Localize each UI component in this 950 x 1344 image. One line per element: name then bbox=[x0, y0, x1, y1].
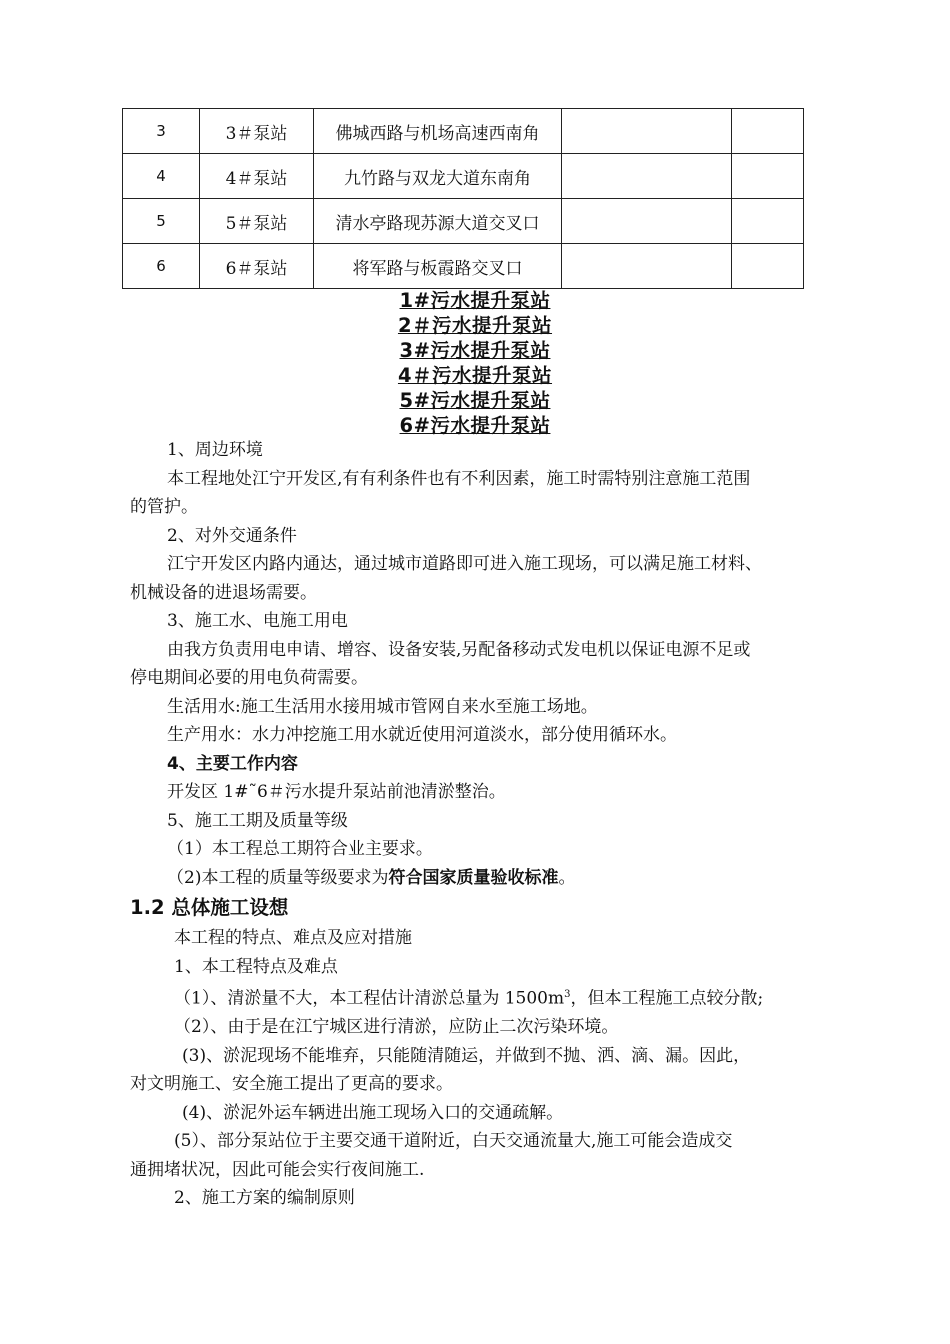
subheading: 2、施工方案的编制原则 bbox=[174, 1188, 355, 1209]
paragraph: 生产用水：水力冲挖施工用水就近使用河道淡水，部分使用循环水。 bbox=[167, 725, 677, 745]
station-location: 将军路与板霞路交叉口 bbox=[314, 244, 562, 289]
paragraph: 江宁开发区内路内通达，通过城市道路即可进入施工现场，可以满足施工材料、 bbox=[167, 554, 762, 574]
row-number: 3 bbox=[123, 109, 200, 154]
empty-cell bbox=[732, 244, 804, 289]
station-name: 4＃泵站 bbox=[200, 154, 314, 199]
heading-surroundings: 1、周边环境 bbox=[167, 440, 263, 460]
heading-utilities: 3、施工水、电施工用电 bbox=[167, 611, 348, 631]
station-title: 4＃污水提升泵站 bbox=[397, 364, 553, 387]
row-number: 6 bbox=[123, 244, 200, 289]
paragraph: 开发区 1#˜6＃污水提升泵站前池清淤整治。 bbox=[167, 782, 506, 802]
text-run: （2)本工程的质量等级要求为 bbox=[167, 867, 389, 888]
text-run: 。 bbox=[558, 867, 576, 888]
station-location: 佛城西路与机场高速西南角 bbox=[314, 109, 562, 154]
paragraph bbox=[0, 981, 950, 1013]
empty-cell bbox=[732, 109, 804, 154]
table-row bbox=[123, 154, 804, 199]
paragraph: （1）本工程总工期符合业主要求。 bbox=[167, 839, 433, 859]
station-location: 清水亭路现苏源大道交叉口 bbox=[314, 199, 562, 244]
pump-station-table bbox=[122, 108, 804, 289]
station-title: 5#污水提升泵站 bbox=[399, 389, 551, 412]
table-row bbox=[123, 244, 804, 289]
station-title: 2＃污水提升泵站 bbox=[397, 314, 553, 337]
row-number: 4 bbox=[123, 154, 200, 199]
station-title: 6#污水提升泵站 bbox=[399, 414, 551, 437]
paragraph: 机械设备的进退场需要。 bbox=[130, 582, 317, 603]
paragraph bbox=[0, 864, 950, 893]
station-location: 九竹路与双龙大道东南角 bbox=[314, 154, 562, 199]
text-run: （1）、清淤量不大，本工程估计清淤总量为 1500m bbox=[174, 988, 565, 1009]
station-name: 5＃泵站 bbox=[200, 199, 314, 244]
station-name: 6＃泵站 bbox=[200, 244, 314, 289]
paragraph: 对文明施工、安全施工提出了更高的要求。 bbox=[130, 1074, 453, 1095]
paragraph: (3)、淤泥现场不能堆弃，只能随清随运，并做到不抛、洒、滴、漏。因此， bbox=[182, 1045, 751, 1066]
empty-cell bbox=[562, 154, 732, 199]
paragraph: (5）、部分泵站位于主要交通干道附近，白天交通流量大,施工可能会造成交 bbox=[174, 1131, 733, 1152]
empty-cell bbox=[562, 244, 732, 289]
station-title-list bbox=[0, 288, 950, 438]
row-number: 5 bbox=[123, 199, 200, 244]
heading-main-work: 4、主要工作内容 bbox=[167, 753, 298, 774]
empty-cell bbox=[562, 199, 732, 244]
station-title: 3#污水提升泵站 bbox=[399, 339, 551, 362]
empty-cell bbox=[732, 199, 804, 244]
paragraph: 由我方负责用电申请、增容、设备安装,另配备移动式发电机以保证电源不足或 bbox=[167, 639, 751, 660]
quality-standard: 符合国家质量验收标准 bbox=[388, 867, 559, 888]
paragraph: 通拥堵状况，因此可能会实行夜间施工. bbox=[130, 1159, 425, 1180]
paragraph: （2）、由于是在江宁城区进行清淤，应防止二次污染环境。 bbox=[174, 1017, 619, 1038]
empty-cell bbox=[732, 154, 804, 199]
paragraph: 本工程的特点、难点及应对措施 bbox=[174, 928, 412, 948]
section-heading: 1.2 总体施工设想 bbox=[130, 896, 289, 919]
table-row bbox=[123, 199, 804, 244]
paragraph: 的管护。 bbox=[130, 497, 198, 517]
text-run: ，但本工程施工点较分散; bbox=[570, 988, 764, 1009]
superscript: 3 bbox=[564, 989, 571, 1000]
table-row bbox=[123, 109, 804, 154]
station-name: 3＃泵站 bbox=[200, 109, 314, 154]
paragraph: 本工程地处江宁开发区,有有利条件也有不利因素，施工时需特别注意施工范围 bbox=[167, 468, 751, 489]
subheading: 1、本工程特点及难点 bbox=[174, 956, 338, 977]
paragraph: 生活用水:施工生活用水接用城市管网自来水至施工场地。 bbox=[167, 696, 598, 717]
document-body bbox=[0, 436, 950, 1213]
heading-schedule-quality: 5、施工工期及质量等级 bbox=[167, 810, 348, 831]
empty-cell bbox=[562, 109, 732, 154]
paragraph: (4)、淤泥外运车辆进出施工现场入口的交通疏解。 bbox=[182, 1102, 564, 1123]
heading-traffic: 2、对外交通条件 bbox=[167, 525, 297, 546]
station-title: 1#污水提升泵站 bbox=[399, 289, 551, 312]
paragraph: 停电期间必要的用电负荷需要。 bbox=[130, 668, 368, 688]
